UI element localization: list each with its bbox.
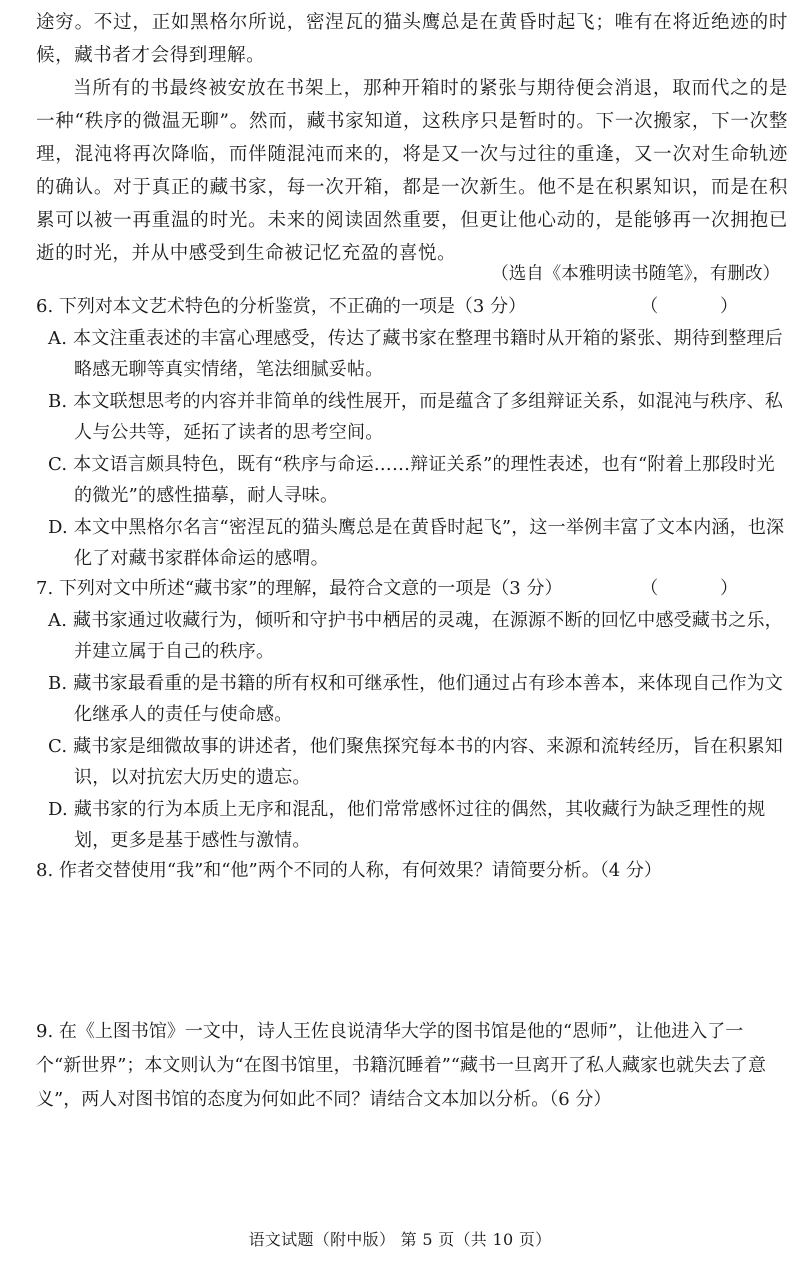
question-6-answer-bracket: （ ） [640, 296, 766, 317]
question-9 [36, 1015, 788, 1117]
question-6-option-b: B. 本文联想思考的内容并非简单的线性展开，而是蕴含了多组辩证关系，如混沌与秩序、私人与公共等，延拓了读者的思考空间。 [48, 391, 784, 443]
question-6-option-a: A. 本文注重表述的丰富心理感受，传达了藏书家在整理书籍时从开箱的紧张、期待到整理后略感无聊等真实情绪，笔法细腻妥帖。 [48, 328, 783, 380]
question-7-answer-bracket: （ ） [640, 578, 766, 599]
question-6-option-d: D. 本文中黑格尔名言“密涅瓦的猫头鹰总是在黄昏时起飞”，这一举例丰富了文本内涵，也深化了对藏书家群体命运的感喟。 [48, 517, 785, 569]
question-7-stem: 7. 下列对文中所述“藏书家”的理解，最符合文意的一项是（3 分） [36, 578, 563, 599]
question-7-option-c: C. 藏书家是细微故事的讲述者，他们聚焦探究每本书的内容、来源和流转经历，旨在积累知识，以对抗宏大历史的遗忘。 [48, 736, 783, 788]
question-9-stem: 9. 在《上图书馆》一文中，诗人王佐良说清华大学的图书馆是他的“恩师”，让他进入了一个“新世界”；本文则认为“在图书馆里，书籍沉睡着”“藏书一旦离开了私人藏家也就失去了意义”，两人对图书馆的态度为何如此不同？请结合文本加以分析。（6 分） [36, 1021, 767, 1110]
passage-source: （选自《本雅明读书随笔》，有删改） [491, 264, 780, 284]
question-8 [36, 856, 788, 886]
question-7-option-a: A. 藏书家通过收藏行为，倾听和守护书中栖居的灵魂，在源源不断的回忆中感受藏书之乐，并建立属于自己的秩序。 [48, 610, 783, 662]
question-8-stem: 8. 作者交替使用“我”和“他”两个不同的人称，有何效果？请简要分析。（4 分） [36, 860, 662, 881]
question-6-stem: 6. 下列对本文艺术特色的分析鉴赏，不正确的一项是（3 分） [36, 296, 527, 317]
question-6 [36, 292, 788, 322]
question-6-option-c: C. 本文语言颇具特色，既有“秩序与命运……辩证关系”的理性表述，也有“附着上那段时光的微光”的感性描摹，耐人寻味。 [48, 454, 775, 506]
passage-paragraph-1: 途穷。不过，正如黑格尔所说，密涅瓦的猫头鹰总是在黄昏时起飞；唯有在将近绝迹的时候，藏书者才会得到理解。 [36, 12, 788, 66]
passage-paragraph-2: 当所有的书最终被安放在书架上，那种开箱时的紧张与期待便会消退，取而代之的是一种“秩序的微温无聊”。然而，藏书家知道，这秩序只是暂时的。下一次搬家，下一次整理，混沌将再次降临，而伴随混沌而来的，将是又一次与过往的重逢，又一次对生命轨迹的确认。对于真正的藏书家，每一次开箱，都是一次新生。他不是在积累知识，而是在积累可以被一再重温的时光。未来的阅读固然重要，但更让他心动的，是能够再一次拥抱已逝的时光，并从中感受到生命被记忆充盈的喜悦。 [36, 78, 788, 264]
question-7-option-b: B. 藏书家最看重的是书籍的所有权和可继承性，他们通过占有珍本善本，来体现自己作为文化继承人的责任与使命感。 [48, 673, 784, 725]
question-7 [36, 574, 788, 604]
question-7-option-d: D. 藏书家的行为本质上无序和混乱，他们常常感怀过往的偶然，其收藏行为缺乏理性的规划，更多是基于感性与激情。 [48, 799, 766, 851]
page-footer: 语文试题（附中版） 第 5 页（共 10 页） [248, 1230, 552, 1249]
